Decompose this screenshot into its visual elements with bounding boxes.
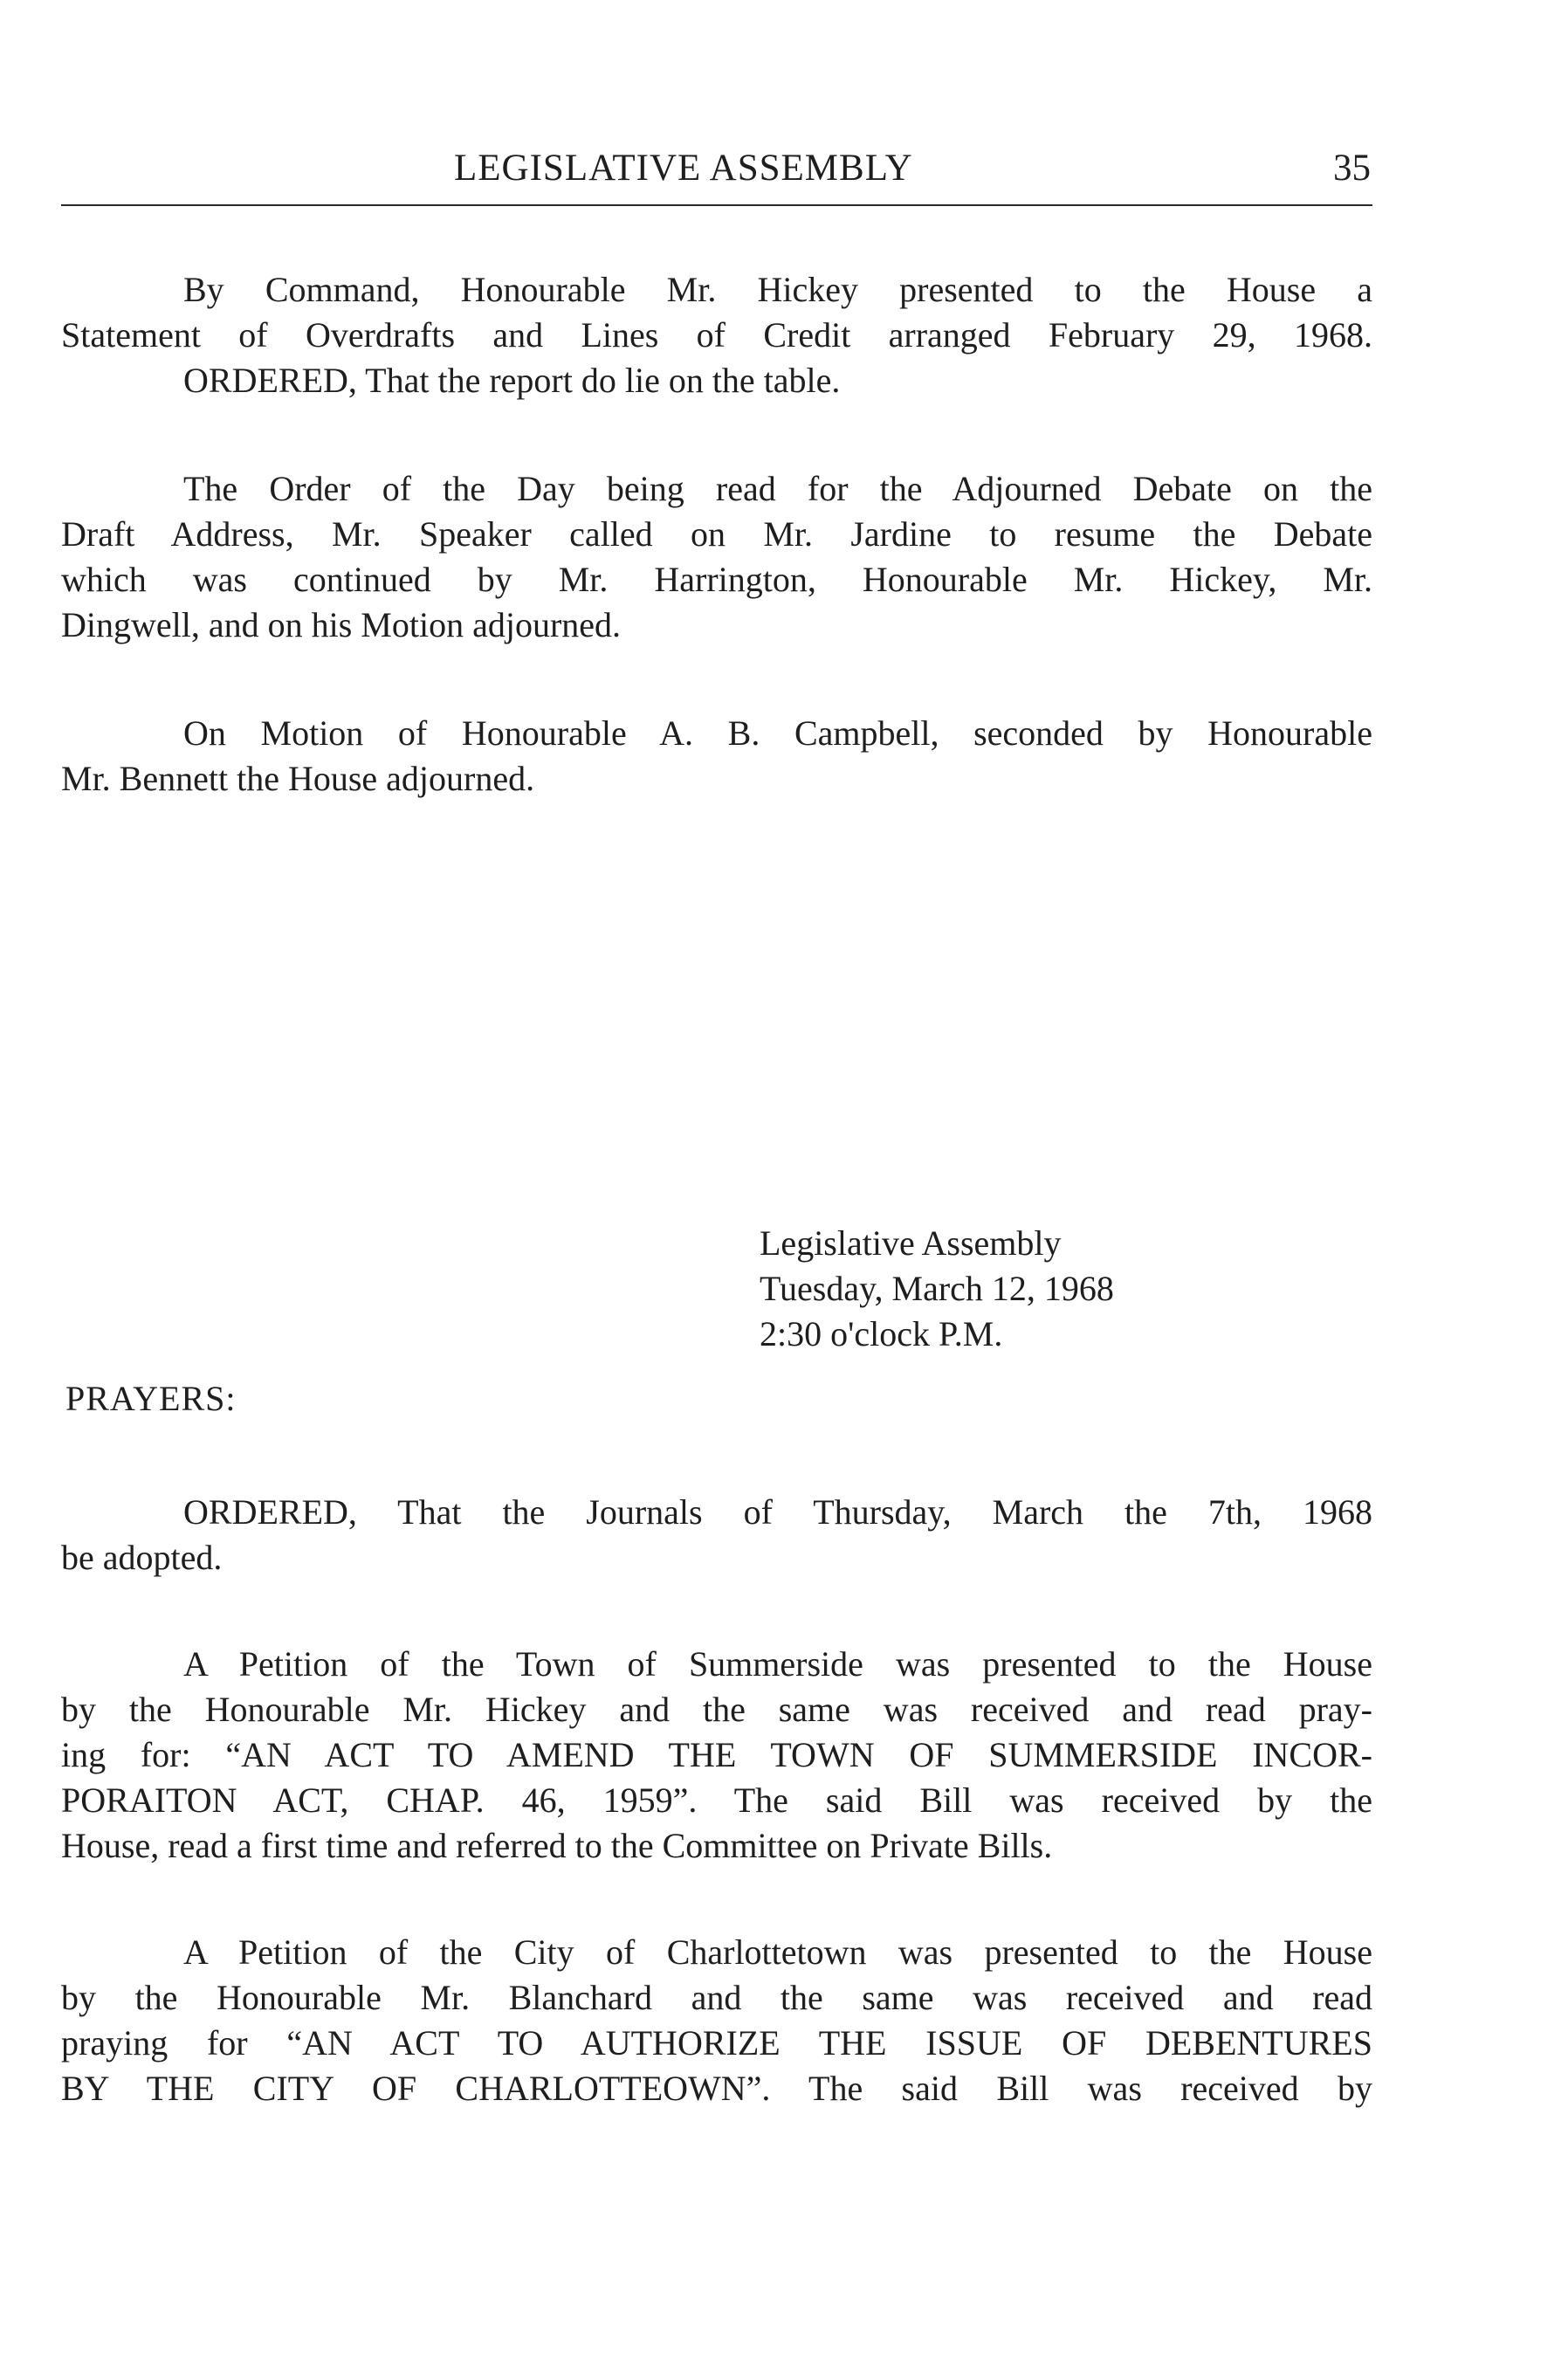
sitting-dateline: [760, 1221, 1114, 1357]
dateline-date: Tuesday, March 12, 1968: [760, 1269, 1114, 1308]
paragraph-adjourned-debate: [61, 466, 1372, 648]
paragraph-overdrafts-statement: [61, 267, 1372, 403]
text-line: be adopted.: [61, 1538, 223, 1577]
text-line: BY THE CITY OF CHARLOTTEOWN”. The said Bill was received by: [61, 2069, 1372, 2108]
text-line: A Petition of the Town of Summerside was presented to the House: [183, 1644, 1372, 1684]
header-rule: [61, 204, 1372, 206]
running-head: LEGISLATIVE ASSEMBLY: [454, 148, 913, 189]
text-line: by the Honourable Mr. Hickey and the same was received and read pray-: [61, 1690, 1372, 1729]
dateline-assembly: Legislative Assembly: [760, 1223, 1062, 1263]
text-line: By Command, Honourable Mr. Hickey presented to the House a: [183, 270, 1372, 309]
page-number: 35: [1333, 148, 1371, 189]
text-line: On Motion of Honourable A. B. Campbell, seconded by Honourable: [183, 713, 1372, 753]
text-line: The Order of the Day being read for the Adjourned Debate on the: [183, 469, 1372, 508]
paragraph-charlottetown-petition: [61, 1930, 1372, 2111]
text-line: ORDERED, That the Journals of Thursday, March the 7th, 1968: [183, 1492, 1372, 1532]
text-line: ORDERED, That the report do lie on the table.: [183, 361, 841, 400]
text-line: A Petition of the City of Charlottetown was presented to the House: [183, 1932, 1372, 1972]
dateline-time: 2:30 o'clock P.M.: [760, 1314, 1003, 1353]
text-line: ing for: “AN ACT TO AMEND THE TOWN OF SUMMERSIDE INCOR-: [61, 1735, 1372, 1774]
paragraph-house-adjourned: [61, 711, 1372, 802]
text-line: Statement of Overdrafts and Lines of Credit arranged February 29, 1968.: [61, 315, 1372, 355]
prayers-heading: PRAYERS:: [65, 1379, 237, 1418]
paragraph-journals-adopted: [61, 1490, 1372, 1581]
text-line: House, read a first time and referred to the Committee on Private Bills.: [61, 1826, 1053, 1865]
text-line: Mr. Bennett the House adjourned.: [61, 759, 535, 798]
text-line: by the Honourable Mr. Blanchard and the same was received and read: [61, 1978, 1372, 2017]
text-line: Draft Address, Mr. Speaker called on Mr. Jardine to resume the Debate: [61, 514, 1372, 554]
text-line: PORAITON ACT, CHAP. 46, 1959”. The said Bill was received by the: [61, 1780, 1372, 1820]
text-line: Dingwell, and on his Motion adjourned.: [61, 605, 622, 644]
paragraph-summerside-petition: [61, 1642, 1372, 1869]
text-line: praying for “AN ACT TO AUTHORIZE THE ISSUE OF DEBENTURES: [61, 2023, 1372, 2063]
page-header: [61, 147, 1371, 194]
text-line: which was continued by Mr. Harrington, Honourable Mr. Hickey, Mr.: [61, 560, 1372, 599]
